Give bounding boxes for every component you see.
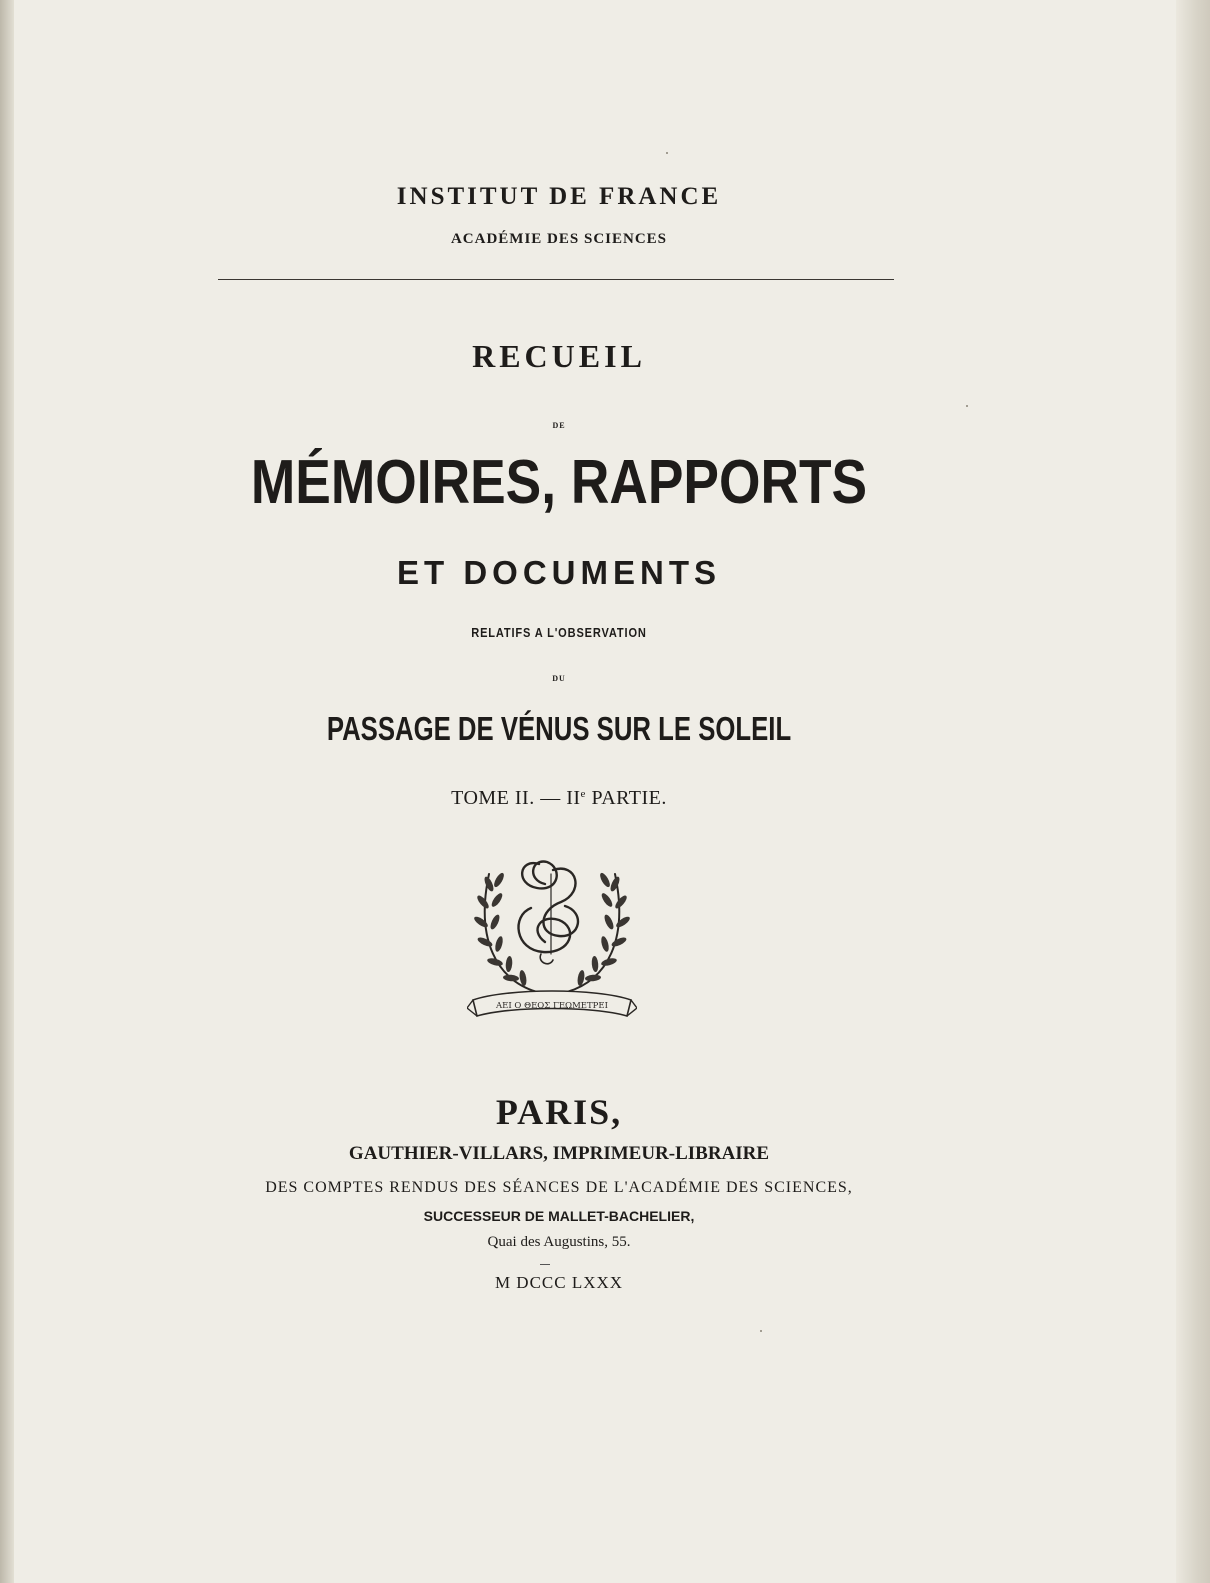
year-rule	[540, 1264, 550, 1265]
title-documents: ET DOCUMENTS	[397, 554, 721, 591]
volume-line	[14, 788, 1104, 808]
academy-subheading: ACADÉMIE DES SCIENCES	[450, 231, 668, 247]
imprint-publisher: GAUTHIER-VILLARS, IMPRIMEUR-LIBRAIRE	[348, 1143, 770, 1164]
laurel-monogram-emblem-icon	[467, 850, 637, 1030]
page-left-edge	[0, 0, 14, 1583]
imprint-role: DES COMPTES RENDUS DES SÉANCES DE L'ACADÉMIE DES SCIENCES,	[265, 1179, 853, 1196]
title-recueil: RECUEIL	[472, 338, 646, 374]
emblem-motto: ΑΕΙ Ο ΘΕΟΣ ΓΕΩΜΕΤΡΕΙ	[496, 1001, 608, 1011]
institution-heading: INSTITUT DE FRANCE	[396, 183, 722, 210]
title-subject: PASSAGE DE VÉNUS SUR LE SOLEIL	[326, 710, 792, 747]
title-connector-du: DU	[552, 674, 566, 683]
paper-page	[14, 0, 1176, 1583]
paper-speck	[760, 1330, 762, 1332]
volume-suffix: PARTIE.	[585, 787, 667, 809]
volume-prefix: TOME II. — II	[451, 787, 581, 809]
page-right-edge	[1176, 0, 1210, 1583]
imprint-successor: SUCCESSEUR DE MALLET-BACHELIER,	[423, 1208, 695, 1224]
title-main: MÉMOIRES, RAPPORTS	[250, 448, 868, 517]
header-rule	[218, 279, 894, 280]
imprint-city: PARIS,	[495, 1092, 623, 1132]
paper-speck	[966, 405, 968, 407]
imprint-address: Quai des Augustins, 55.	[487, 1234, 631, 1250]
paper-speck	[666, 152, 668, 154]
title-relatifs: RELATIFS A L'OBSERVATION	[471, 625, 647, 640]
title-connector-de: DE	[552, 421, 566, 430]
volume-superscript: e	[580, 788, 586, 800]
imprint-year: M DCCC LXXX	[494, 1273, 624, 1292]
